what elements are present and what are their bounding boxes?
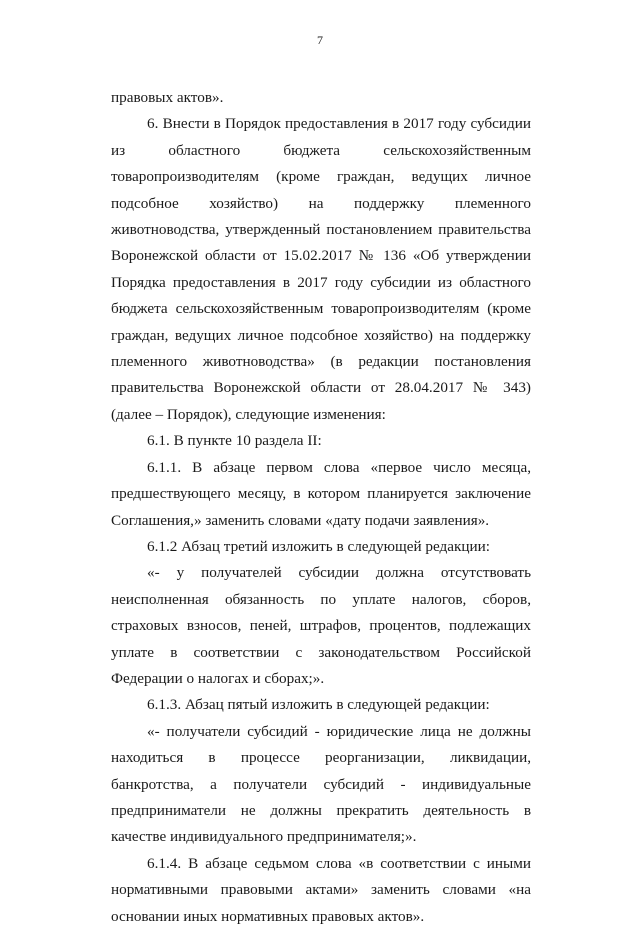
paragraph-item-6-1-1: 6.1.1. В абзаце первом слова «первое число месяца, предшествующего месяцу, в котором планируется заключение Соглашения,» заменить словами «дату подачи заявления». [111, 458, 531, 529]
paragraph-item-6-1-4: 6.1.4. В абзаце седьмом слова «в соответствии с иными нормативными правовыми актами» заменить словами «на основании иных нормативных правовых актов». [111, 854, 531, 925]
page-number: 7 [317, 33, 323, 47]
paragraph-quote-1: «- у получателей субсидии должна отсутствовать неисполненная обязанность по уплате налогов, сборов, страховых взносов, пеней, штрафов, процентов, подлежащих уплате в соответствии с законодательством Российской Федерации о налогах и сборах;». [111, 564, 531, 687]
document-body [111, 85, 531, 930]
paragraph-item-6: 6. Внести в Порядок предоставления в 2017 году субсидии из областного бюджета сельскохозяйственным товаропроизводителям (кроме граждан, ведущих личное подсобное хозяйство) на поддержку племенного животноводства, утвержденный постановлением правительства Воронежской области от 15.02.2017 № 136 «Об утверждении Порядка предоставления в 2017 году субсидии из областного бюджета сельскохозяйственным товаропроизводителям (кроме граждан, ведущих личное подсобное хозяйство) на поддержку племенного животноводства» (в редакции постановления правительства Воронежской области от 28.04.2017 № 343) (далее – Порядок), следующие изменения: [111, 115, 531, 423]
paragraph-quote-2: «- получатели субсидий - юридические лица не должны находиться в процессе реорганизации, ликвидации, банкротства, а получатели субсидий - индивидуальные предприниматели не должны прекратить деятельность в качестве индивидуального предпринимателя;». [111, 722, 531, 846]
paragraph-item-6-1-2: 6.1.2 Абзац третий изложить в следующей редакции: [147, 537, 490, 555]
paragraph-item-6-1: 6.1. В пункте 10 раздела II: [147, 432, 322, 450]
paragraph-continuation: правовых актов». [111, 89, 224, 106]
paragraph-item-6-1-3: 6.1.3. Абзац пятый изложить в следующей редакции: [147, 696, 490, 714]
